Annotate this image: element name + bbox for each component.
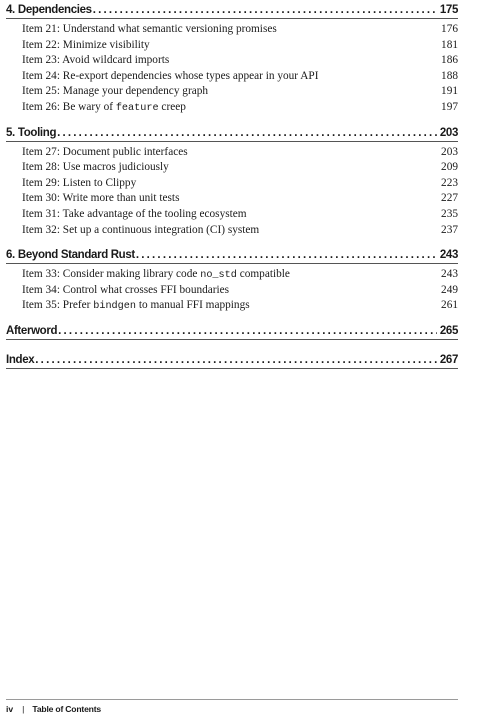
chapter-number: 5. xyxy=(6,126,15,139)
toc-item[interactable] xyxy=(22,22,458,38)
item-title: Item 35: Prefer bindgen to manual FFI mappings xyxy=(22,299,250,313)
chapter-number: 6. xyxy=(6,249,15,262)
item-title: Item 23: Avoid wildcard imports xyxy=(22,54,170,67)
item-title: Item 29: Listen to Clippy xyxy=(22,176,137,189)
item-title: Item 33: Consider making library code no_std compatible xyxy=(22,268,290,282)
item-page: 261 xyxy=(441,299,458,312)
toc-item[interactable] xyxy=(22,267,458,283)
toc-item[interactable] xyxy=(22,145,458,161)
chapter-title: Dependencies xyxy=(17,4,92,16)
running-title: Table of Contents xyxy=(32,704,101,714)
item-page: 235 xyxy=(441,207,458,220)
footer-separator: | xyxy=(22,704,25,714)
chapter-heading[interactable] xyxy=(6,126,458,142)
item-page: 186 xyxy=(441,54,458,67)
toc-item[interactable] xyxy=(22,160,458,176)
chapter-title: Beyond Standard Rust xyxy=(17,249,135,262)
item-page: 181 xyxy=(441,38,458,51)
footer-divider xyxy=(6,699,458,700)
item-page: 191 xyxy=(441,85,458,98)
chapter-page: 175 xyxy=(439,4,458,16)
item-page: 176 xyxy=(441,23,458,35)
chapter-page: 203 xyxy=(439,126,458,139)
item-title: Item 25: Manage your dependency graph xyxy=(22,85,209,98)
toc-item[interactable] xyxy=(22,191,458,207)
toc-item[interactable] xyxy=(22,298,458,314)
chapter-page: 265 xyxy=(439,324,458,337)
toc-item[interactable] xyxy=(22,69,458,85)
item-title: Item 21: Understand what semantic versioning promises xyxy=(22,23,277,35)
toc-item[interactable] xyxy=(22,84,458,100)
page-footer xyxy=(6,704,101,714)
item-page: 243 xyxy=(441,268,458,281)
dot-leader xyxy=(58,324,437,339)
item-page: 188 xyxy=(441,69,458,82)
chapter-title: Afterword xyxy=(6,324,58,337)
toc-item[interactable] xyxy=(22,176,458,192)
dot-leader xyxy=(57,126,437,141)
item-page: 249 xyxy=(441,283,458,296)
chapter-5 xyxy=(6,126,458,239)
chapter-page: 243 xyxy=(439,249,458,262)
chapter-number: 4. xyxy=(6,4,15,16)
item-page: 223 xyxy=(441,176,458,189)
page-number: iv xyxy=(6,704,14,714)
index-entry xyxy=(6,353,458,369)
toc-item[interactable] xyxy=(22,53,458,69)
item-page: 203 xyxy=(441,145,458,158)
chapter-heading[interactable] xyxy=(6,353,458,369)
dot-leader xyxy=(35,353,437,368)
chapter-4 xyxy=(6,3,458,116)
item-title: Item 32: Set up a continuous integration (CI) system xyxy=(22,223,260,236)
afterword-entry xyxy=(6,324,458,340)
item-title: Item 26: Be wary of feature creep xyxy=(22,100,186,114)
item-page: 197 xyxy=(441,100,458,113)
chapter-title: Tooling xyxy=(17,126,57,139)
item-title: Item 24: Re-export dependencies whose types appear in your API xyxy=(22,69,319,82)
dot-leader xyxy=(93,3,437,18)
item-page: 237 xyxy=(441,223,458,236)
toc-item[interactable] xyxy=(22,38,458,54)
chapter-heading[interactable] xyxy=(6,248,458,264)
item-title: Item 31: Take advantage of the tooling ecosystem xyxy=(22,207,247,220)
toc-item[interactable] xyxy=(22,223,458,239)
item-title: Item 27: Document public interfaces xyxy=(22,145,188,158)
toc-item[interactable] xyxy=(22,207,458,223)
chapter-heading[interactable] xyxy=(6,3,458,19)
chapter-6 xyxy=(6,248,458,314)
item-page: 209 xyxy=(441,161,458,174)
chapter-page: 267 xyxy=(439,353,458,366)
item-title: Item 34: Control what crosses FFI boundaries xyxy=(22,283,230,296)
chapter-heading[interactable] xyxy=(6,324,458,340)
toc-item[interactable] xyxy=(22,283,458,299)
chapter-title: Index xyxy=(6,353,35,366)
item-title: Item 28: Use macros judiciously xyxy=(22,161,169,174)
table-of-contents xyxy=(6,3,458,382)
dot-leader xyxy=(136,248,437,263)
item-title: Item 22: Minimize visibility xyxy=(22,38,150,51)
item-page: 227 xyxy=(441,192,458,205)
toc-item[interactable] xyxy=(22,100,458,116)
item-title: Item 30: Write more than unit tests xyxy=(22,192,180,205)
